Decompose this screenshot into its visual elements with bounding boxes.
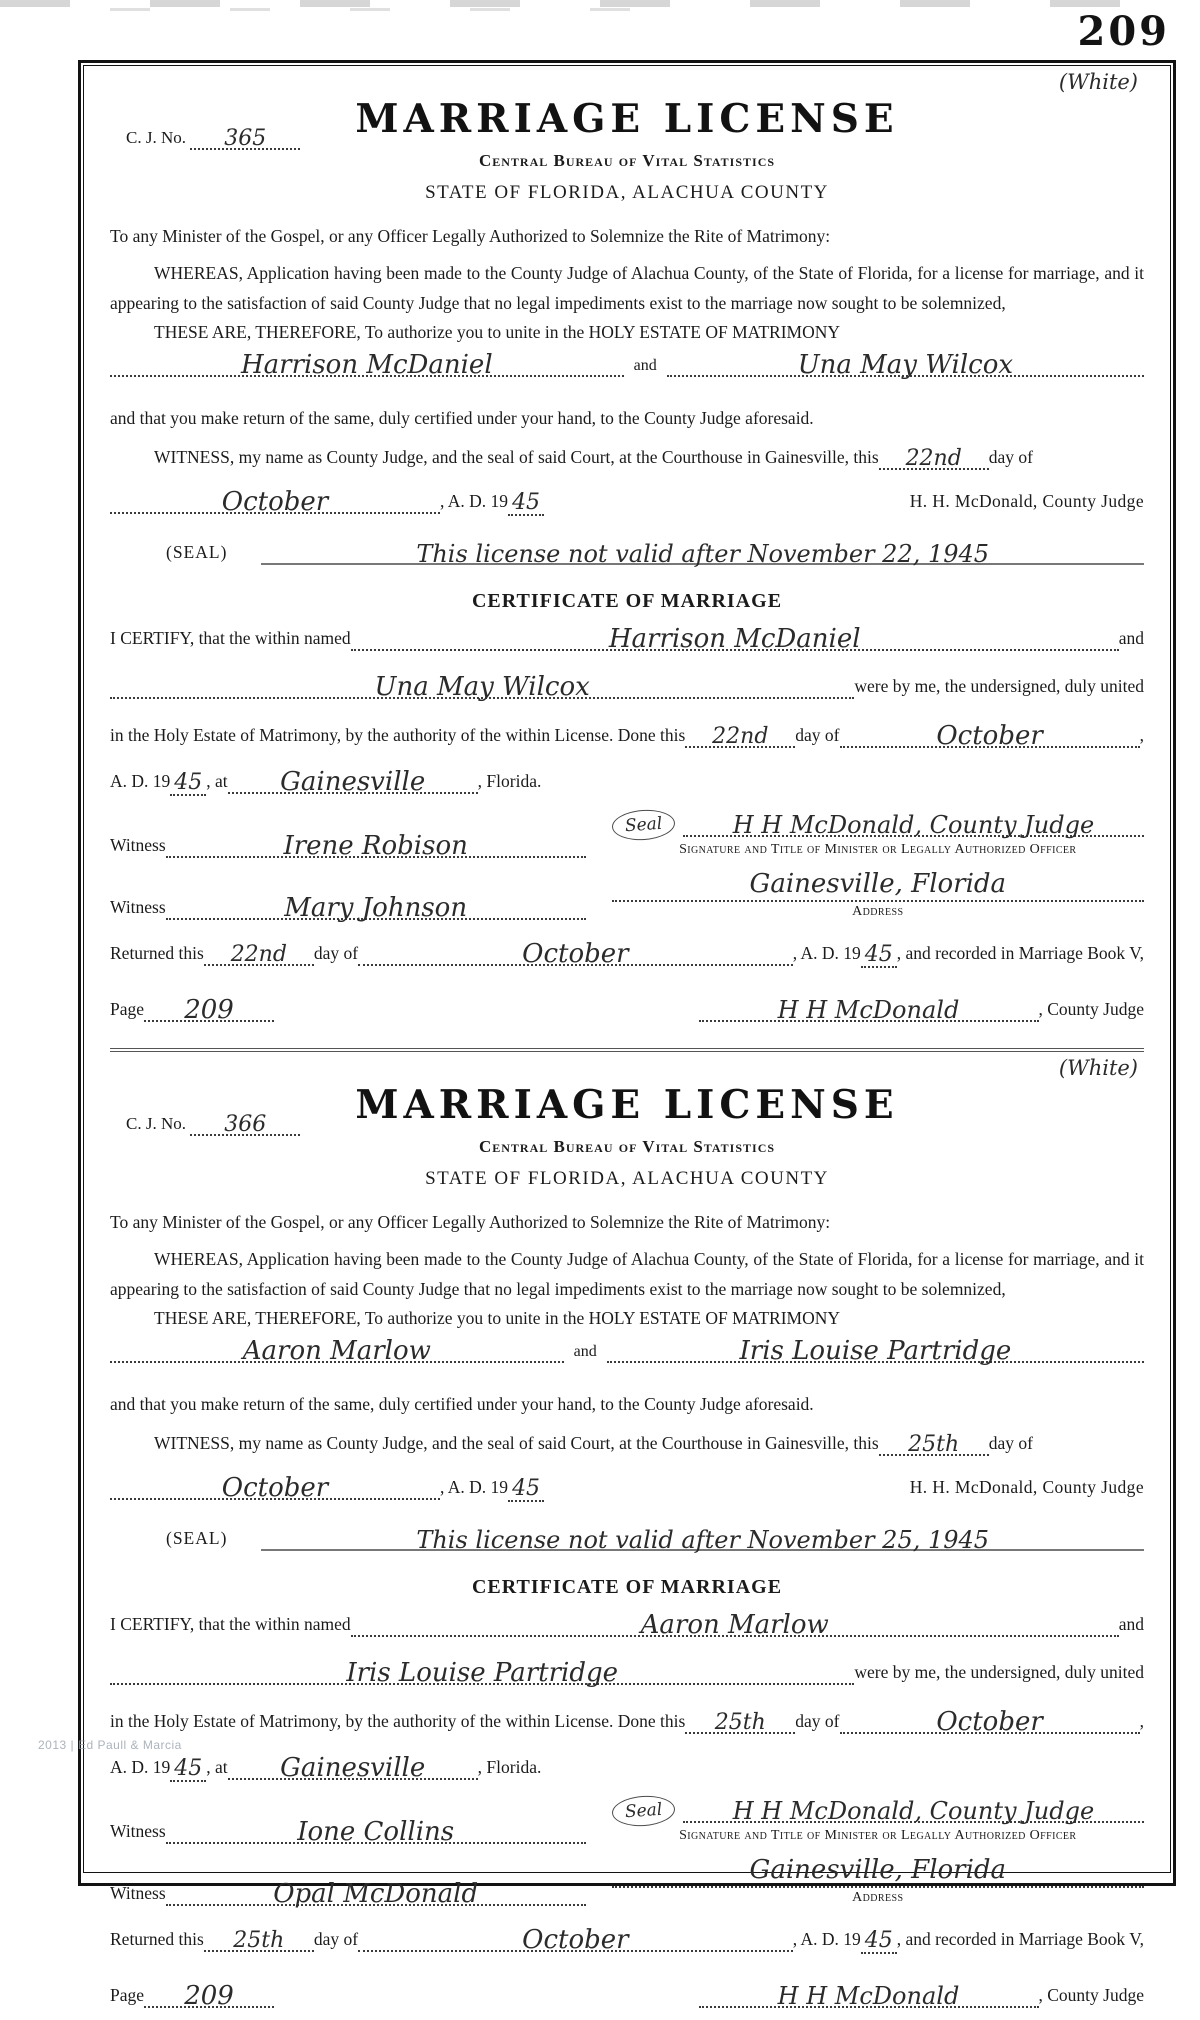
cj-number-row <box>126 126 300 150</box>
returned-day-fill <box>204 1928 314 1952</box>
ad-19-label: , A. D. 19 <box>792 943 861 963</box>
officiant-address-col <box>612 868 1144 920</box>
witness1-signature-row <box>110 810 1144 861</box>
returned-signature-fill <box>699 995 1039 1022</box>
seal-label: (SEAL) <box>166 542 228 562</box>
witness2-address-row <box>110 1854 1144 1909</box>
county-judge-suffix: , County Judge <box>1038 999 1144 1019</box>
cert-groom-fill <box>351 1609 1119 1640</box>
florida-label: , Florida. <box>477 771 542 791</box>
address-caption: Address <box>852 1890 904 1905</box>
license-month: October <box>221 1473 329 1503</box>
bureau-line: Central Bureau of Vital Statistics <box>478 151 776 170</box>
groom-name: Harrison McDaniel <box>240 350 493 381</box>
cert-bride-fill <box>110 1657 854 1688</box>
done-month-fill <box>840 1706 1140 1737</box>
scan-edge-artifact <box>110 8 710 11</box>
returned-month-fill <box>358 938 793 969</box>
paper-color-note-row <box>110 70 1144 96</box>
united-clause-text: were by me, the undersigned, duly united <box>854 1662 1144 1682</box>
witness-clause-row <box>110 446 1144 470</box>
done-month-fill <box>840 720 1140 751</box>
signature-caption: Signature and Title of Minister or Legally Authorized Officer <box>679 1828 1077 1843</box>
certificate-title: CERTIFICATE OF MARRIAGE <box>471 1576 783 1598</box>
comma: , <box>1139 725 1144 745</box>
done-day: 22nd <box>712 724 769 749</box>
ad-19-label: , A. D. 19 <box>440 1477 509 1497</box>
done-month: October <box>936 721 1043 751</box>
license-month-row <box>110 1472 1144 1512</box>
at-label: , at <box>206 771 228 791</box>
validity-note-rule <box>261 538 1144 568</box>
day-of-label: day of <box>313 943 359 963</box>
officiant-address: Gainesville, Florida <box>749 869 1007 899</box>
officiant-signature-col <box>612 1796 1144 1844</box>
done-place-row <box>110 1752 1144 1792</box>
seal-scribble: Seal <box>611 1794 676 1828</box>
scan-watermark: 2013 | Ed Paull & Marcia <box>38 1738 182 1752</box>
recorded-clause: , and recorded in Marriage Book V, <box>896 943 1144 963</box>
witness2-name: Mary Johnson <box>284 893 468 923</box>
day-of-label: day of <box>313 1929 359 1949</box>
returned-signature-fill <box>699 1981 1039 2008</box>
bride-name: Una May Wilcox <box>797 350 1014 381</box>
witness-label: Witness <box>110 835 166 855</box>
book-page-fill <box>144 994 274 1025</box>
validity-note-rule <box>261 1524 1144 1554</box>
book-page-fill <box>144 1980 274 2011</box>
license-day: 22nd <box>905 446 962 471</box>
authorization-line: THESE ARE, THEREFORE, To authorize you to unite in the HOLY ESTATE OF MATRIMONY <box>154 1308 841 1329</box>
returned-lead-text: Returned this <box>110 1929 204 1949</box>
done-year: 45 <box>170 772 206 796</box>
officiant-address-col <box>612 1854 1144 1906</box>
returned-day: 22nd <box>230 942 287 967</box>
officiant-signature-fill <box>683 1796 1144 1823</box>
witness2-fill <box>166 1878 586 1909</box>
license-day-fill <box>879 446 989 470</box>
florida-label: , Florida. <box>477 1757 542 1777</box>
returned-day: 25th <box>233 1928 285 1953</box>
witness1-cell <box>110 1816 586 1847</box>
cert-bride-name: Iris Louise Partridge <box>346 1658 619 1688</box>
return-clause: and that you make return of the same, duly certified under your hand, to the County Judge aforesaid. <box>110 1394 814 1415</box>
returned-month: October <box>522 1925 629 1955</box>
cj-number-fill <box>190 126 300 150</box>
witness1-signature-row <box>110 1796 1144 1847</box>
book-page: 209 <box>184 1981 234 2011</box>
certificate-title: CERTIFICATE OF MARRIAGE <box>471 590 783 612</box>
certify-row <box>110 1609 1144 1649</box>
cert-groom-name: Harrison McDaniel <box>608 624 861 654</box>
page-row <box>110 1980 1144 2020</box>
officiant-signature-line <box>612 810 1144 840</box>
witness-clause-text: WITNESS, my name as County Judge, and the seal of said Court, at the Courthouse in Gainesville, this <box>154 447 879 467</box>
license-month-fill <box>110 486 440 517</box>
license-sheet-inner <box>83 65 1171 2011</box>
and-label: and <box>573 1343 597 1361</box>
returned-month-fill <box>358 1924 793 1955</box>
county-judge-suffix: , County Judge <box>1038 1985 1144 2005</box>
ad-19-label: , A. D. 19 <box>440 491 509 511</box>
officiant-signature-col <box>612 810 1144 858</box>
returned-signature: H H McDonald <box>777 1982 960 2010</box>
officiant-address-fill <box>612 868 1144 902</box>
returned-row <box>110 938 1144 980</box>
done-day-fill <box>685 1710 795 1734</box>
witness1-cell <box>110 830 586 861</box>
page-row <box>110 994 1144 1034</box>
validity-note: This license not valid after November 22, 1945 <box>416 540 990 568</box>
done-day-fill <box>685 724 795 748</box>
page-number: 209 <box>1077 8 1170 55</box>
salutation-paragraph: To any Minister of the Gospel, or any Officer Legally Authorized to Solemnize the Rite of Matrimony: <box>110 226 831 246</box>
cj-number-label: C. J. No. <box>126 1114 186 1133</box>
seal-label: (SEAL) <box>166 1528 228 1548</box>
certify-lead-text: I CERTIFY, that the within named <box>110 628 351 648</box>
witness2-address-row <box>110 868 1144 923</box>
address-caption: Address <box>852 904 904 919</box>
witness2-name: Opal McDonald <box>273 1879 479 1909</box>
holy-estate-text: in the Holy Estate of Matrimony, by the authority of the within License. Done this <box>110 1711 686 1731</box>
groom-name-fill <box>110 1335 564 1367</box>
and-label: and <box>1118 628 1144 648</box>
cert-bride-row <box>110 671 1144 711</box>
witness1-fill <box>166 1816 586 1847</box>
paper-color-note: (White) <box>1058 70 1138 94</box>
return-clause: and that you make return of the same, duly certified under your hand, to the County Judge aforesaid. <box>110 408 814 429</box>
authorization-line: THESE ARE, THEREFORE, To authorize you to unite in the HOLY ESTATE OF MATRIMONY <box>154 322 841 343</box>
comma: , <box>1139 1711 1144 1731</box>
page-label: Page <box>110 1985 145 2005</box>
done-year: 45 <box>170 1758 206 1782</box>
license-month-row <box>110 486 1144 526</box>
state-county-line: STATE OF FLORIDA, ALACHUA COUNTY <box>425 1168 829 1189</box>
license-year: 45 <box>508 1478 544 1502</box>
paper-color-note: (White) <box>1058 1056 1138 1080</box>
license-day-fill <box>879 1432 989 1456</box>
cj-number-value: 365 <box>224 126 267 151</box>
groom-name-fill <box>110 349 624 381</box>
witness1-name: Irene Robison <box>283 831 468 861</box>
cj-number-row <box>126 1112 300 1136</box>
cj-number-label: C. J. No. <box>126 128 186 147</box>
returned-month: October <box>522 939 629 969</box>
done-this-row <box>110 1706 1144 1746</box>
returned-day-fill <box>204 942 314 966</box>
form-title: MARRIAGE LICENSE <box>355 96 899 142</box>
witness1-fill <box>166 830 586 861</box>
ad-19-label: A. D. 19 <box>110 1757 171 1777</box>
book-page: 209 <box>184 995 234 1025</box>
certify-row <box>110 623 1144 663</box>
form-title: MARRIAGE LICENSE <box>355 1082 899 1128</box>
cert-bride-name: Una May Wilcox <box>374 672 590 702</box>
returned-signature: H H McDonald <box>777 996 960 1024</box>
holy-estate-text: in the Holy Estate of Matrimony, by the authority of the within License. Done this <box>110 725 686 745</box>
ad-19-label: A. D. 19 <box>110 771 171 791</box>
cert-bride-fill <box>110 671 854 702</box>
officiant-address-fill <box>612 1854 1144 1888</box>
witness2-cell <box>110 892 586 923</box>
recorded-clause: , and recorded in Marriage Book V, <box>896 1929 1144 1949</box>
done-place: Gainesville <box>280 767 426 797</box>
witness2-fill <box>166 892 586 923</box>
ad-19-label: , A. D. 19 <box>792 1929 861 1949</box>
bride-name-fill <box>667 349 1144 381</box>
whereas-paragraph: WHEREAS, Application having been made to the County Judge of Alachua County, of the State of Florida, for a license for marriage, and it appearing to the satisfaction of said County Judge that no legal impediments exist to the marriage now sought to be solemnized, <box>110 262 1144 313</box>
witness1-name: Ione Collins <box>297 1817 455 1847</box>
cert-groom-fill <box>351 623 1119 654</box>
done-place-row <box>110 766 1144 806</box>
license-names-row <box>110 1335 1144 1377</box>
returned-row <box>110 1924 1144 1966</box>
done-month: October <box>936 1707 1043 1737</box>
county-judge-name: H. H. McDonald, County Judge <box>909 1477 1144 1497</box>
paper-color-note-row <box>110 1056 1144 1082</box>
officiant-signature-line <box>612 1796 1144 1826</box>
cert-groom-name: Aaron Marlow <box>640 1610 829 1640</box>
officiant-address: Gainesville, Florida <box>749 1855 1007 1885</box>
returned-lead-text: Returned this <box>110 943 204 963</box>
seal-scribble: Seal <box>611 808 676 842</box>
at-label: , at <box>206 1757 228 1777</box>
bride-name: Iris Louise Partridge <box>739 1336 1012 1367</box>
validity-note: This license not valid after November 25, 1945 <box>416 1526 990 1554</box>
witness-label: Witness <box>110 897 166 917</box>
witness-label: Witness <box>110 1883 166 1903</box>
cj-number-value: 366 <box>224 1112 267 1137</box>
scan-edge-artifact <box>0 0 1200 7</box>
officiant-signature: H H McDonald, County Judge <box>732 811 1095 839</box>
witness2-cell <box>110 1878 586 1909</box>
and-label: and <box>1118 1614 1144 1634</box>
seal-row <box>110 538 1144 578</box>
bride-name-fill <box>607 1335 1144 1367</box>
done-place-fill <box>228 766 478 797</box>
state-county-line: STATE OF FLORIDA, ALACHUA COUNTY <box>425 182 829 203</box>
form-header <box>110 96 1144 204</box>
witness-clause-row <box>110 1432 1144 1456</box>
license-sheet <box>78 60 1176 2011</box>
license-names-row <box>110 349 1144 391</box>
returned-year: 45 <box>861 944 897 968</box>
certify-lead-text: I CERTIFY, that the within named <box>110 1614 351 1634</box>
cj-number-fill <box>190 1112 300 1136</box>
page-label: Page <box>110 999 145 1019</box>
officiant-signature-fill <box>683 810 1144 837</box>
day-of-label: day of <box>795 1711 840 1731</box>
salutation-paragraph: To any Minister of the Gospel, or any Officer Legally Authorized to Solemnize the Rite of Matrimony: <box>110 1212 831 1232</box>
seal-row <box>110 1524 1144 1564</box>
cert-bride-row <box>110 1657 1144 1697</box>
witness-label: Witness <box>110 1821 166 1841</box>
marriage-license-form <box>110 1048 1144 2020</box>
whereas-paragraph: WHEREAS, Application having been made to the County Judge of Alachua County, of the State of Florida, for a license for marriage, and it appearing to the satisfaction of said County Judge that no legal impediments exist to the marriage now sought to be solemnized, <box>110 1248 1144 1299</box>
done-place: Gainesville <box>280 1753 426 1783</box>
united-clause-text: were by me, the undersigned, duly united <box>854 676 1144 696</box>
county-judge-name: H. H. McDonald, County Judge <box>909 491 1144 511</box>
done-place-fill <box>228 1752 478 1783</box>
day-of-label: day of <box>988 1433 1033 1453</box>
license-month-fill <box>110 1472 440 1503</box>
and-label: and <box>633 357 657 375</box>
day-of-label: day of <box>795 725 840 745</box>
done-day: 25th <box>714 1710 766 1735</box>
form-header <box>110 1082 1144 1190</box>
returned-year: 45 <box>861 1930 897 1954</box>
done-this-row <box>110 720 1144 760</box>
groom-name: Aaron Marlow <box>242 1336 431 1367</box>
license-day: 25th <box>908 1432 960 1457</box>
bureau-line: Central Bureau of Vital Statistics <box>478 1137 776 1156</box>
license-month: October <box>221 487 329 517</box>
officiant-signature: H H McDonald, County Judge <box>732 1797 1095 1825</box>
marriage-license-form <box>110 66 1144 1034</box>
witness-clause-text: WITNESS, my name as County Judge, and the seal of said Court, at the Courthouse in Gainesville, this <box>154 1433 879 1453</box>
license-year: 45 <box>508 492 544 516</box>
signature-caption: Signature and Title of Minister or Legally Authorized Officer <box>679 842 1077 857</box>
day-of-label: day of <box>988 447 1033 467</box>
